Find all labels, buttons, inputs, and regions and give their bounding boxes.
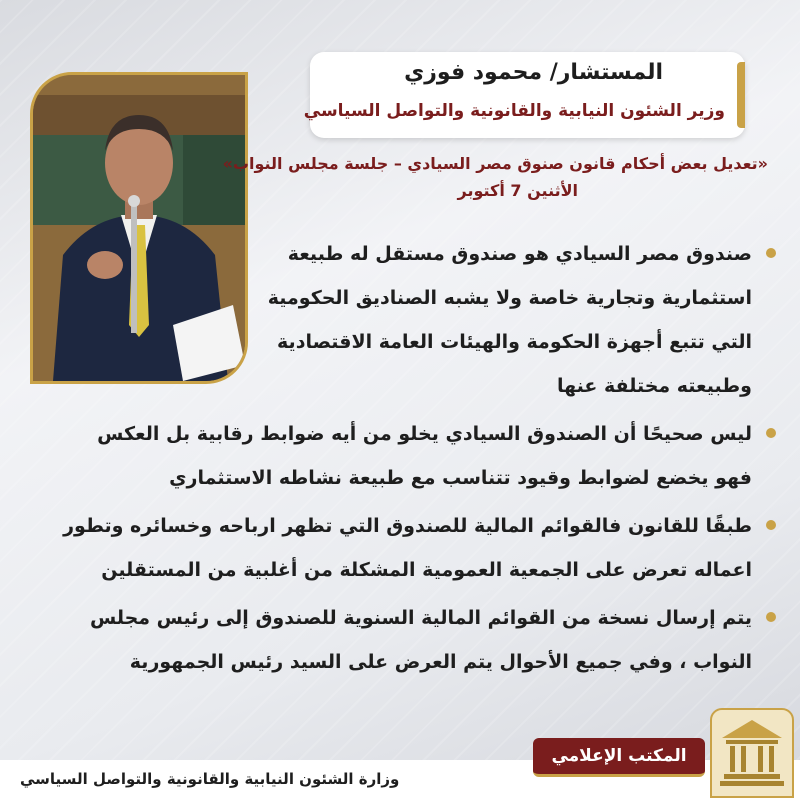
statement-item [20,504,780,592]
statement-list [20,232,780,688]
statement-line: اعماله تعرض على الجمعية العمومية المشكلة من أغلبية من المستقلين [101,559,752,581]
statement-item [20,596,780,684]
name-card [303,52,745,138]
media-office-badge: المكتب الإعلامي [533,738,705,777]
minister-role: وزير الشئون النيابية والقانونية والتواصل السياسي [303,101,725,121]
statement-line: وطبيعته مختلفة عنها [556,375,752,397]
parliament-emblem-icon [710,708,794,798]
ministry-name: وزارة الشئون النيابية والقانونية والتواصل السياسي [20,770,400,788]
session-heading [222,154,768,200]
statement-line: يتم إرسال نسخة من القوائم المالية السنوية للصندوق إلى رئيس مجلس [89,607,752,629]
statement-line: صندوق مصر السيادي هو صندوق مستقل له طبيعة [287,243,752,265]
statement-line: التي تتبع أجهزة الحكومة والهيئات العامة الاقتصادية [277,331,752,353]
statement-line: طبقًا للقانون فالقوائم المالية للصندوق التي تظهر ارباحه وخسائره وتطور [63,515,752,537]
session-date: الأثنين 7 أكتوبر [457,181,578,200]
statement-line: النواب ، وفي جميع الأحوال يتم العرض على السيد رئيس الجمهورية [129,651,752,673]
minister-name: المستشار/ محمود فوزي [404,60,663,85]
statement-item [20,412,780,500]
statement-line: ليس صحيحًا أن الصندوق السيادي يخلو من أيه ضوابط رقابية بل العكس [97,423,752,445]
statement-line: استثمارية وتجارية خاصة ولا يشبه الصناديق الحكومية [267,287,752,309]
statement-item [20,232,780,408]
statement-line: فهو يخضع لضوابط وقيود تتناسب مع طبيعة نشاطه الاستثماري [169,467,752,489]
session-title: «تعديل بعض أحكام قانون صنوق مصر السيادي – جلسة مجلس النواب» [222,154,768,173]
